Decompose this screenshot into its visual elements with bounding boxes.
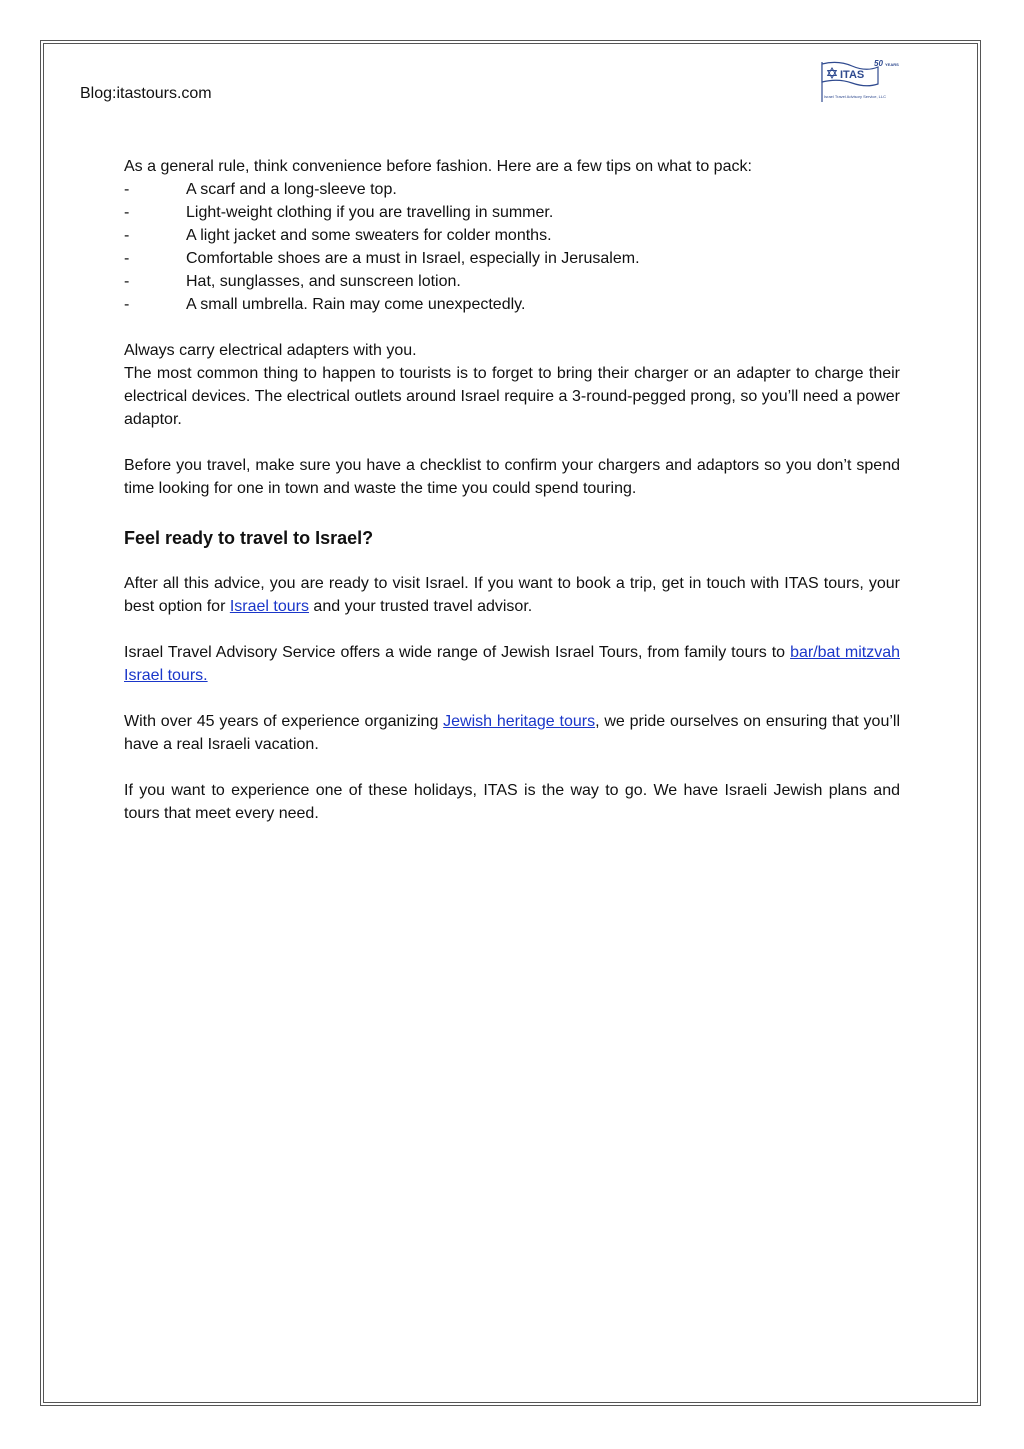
list-item-text: A scarf and a long-sleeve top.: [186, 181, 397, 198]
list-item: [124, 247, 900, 270]
list-dash: -: [124, 250, 130, 267]
holidays-paragraph: If you want to experience one of these holidays, ITAS is the way to go. We have Israeli Jewish plans and tours that meet every need.: [124, 782, 900, 822]
list-item-text: Light-weight clothing if you are travelling in summer.: [186, 204, 554, 221]
itas-text-before: Israel Travel Advisory Service offers a wide range of Jewish Israel Tours, from family tours to: [124, 644, 791, 661]
experience-text-after: , we pride ourselves on ensuring that you’ll have a real Israeli vacation.: [124, 713, 901, 753]
list-item: [124, 224, 900, 247]
list-item-text: A light jacket and some sweaters for colder months.: [186, 227, 552, 244]
list-dash: -: [124, 227, 130, 244]
experience-text-before: With over 45 years of experience organizing: [124, 713, 444, 730]
checklist-paragraph: Before you travel, make sure you have a checklist to confirm your chargers and adaptors so you don’t spend time looking for one in town and waste the time you could spend touring.: [124, 457, 900, 497]
list-dash: -: [124, 204, 130, 221]
list-dash: -: [124, 273, 130, 290]
adapters-paragraph: The most common thing to happen to tourists is to forget to bring their charger or an adapter to charge their electrical devices. The electrical outlets around Israel require a 3-round-pegged prong, so you’ll need a power adaptor.: [124, 365, 900, 428]
book-text-before: After all this advice, you are ready to visit Israel. If you want to book a trip, get in touch with ITAS tours, your best option for: [124, 575, 900, 615]
itas-paragraph: [124, 641, 900, 687]
jewish-heritage-tours-link[interactable]: Jewish heritage tours: [443, 713, 596, 730]
adapters-intro: Always carry electrical adapters with you.: [124, 342, 417, 359]
logo-years-word: YEARS: [885, 62, 899, 67]
logo-tagline: Israel Travel Advisory Service, LLC: [824, 94, 887, 99]
intro-paragraph: As a general rule, think convenience before fashion. Here are a few tips on what to pack:: [124, 158, 752, 175]
list-item: [124, 293, 900, 316]
logo-years-number: 50: [874, 59, 883, 68]
list-item: [124, 201, 900, 224]
experience-paragraph: [124, 710, 900, 756]
itas-logo: [818, 58, 904, 104]
bar-bat-mitzvah-link[interactable]: bar/bat mitzvah Israel tours.: [124, 644, 900, 684]
article-body: [124, 155, 900, 825]
section-heading: Feel ready to travel to Israel?: [124, 528, 374, 548]
list-item: [124, 270, 900, 293]
list-dash: -: [124, 181, 130, 198]
logo-brand: ITAS: [840, 69, 865, 81]
book-text-after: and your trusted travel advisor.: [308, 598, 533, 615]
list-item: [124, 178, 900, 201]
list-dash: -: [124, 296, 130, 313]
israel-tours-link[interactable]: Israel tours: [229, 598, 309, 615]
list-item-text: A small umbrella. Rain may come unexpectedly.: [186, 296, 526, 313]
list-item-text: Hat, sunglasses, and sunscreen lotion.: [186, 273, 461, 290]
book-paragraph: [124, 572, 900, 618]
packing-list: [124, 178, 900, 316]
header-site-name: Blog:itastours.com: [80, 85, 212, 102]
list-item-text: Comfortable shoes are a must in Israel, especially in Jerusalem.: [186, 250, 640, 267]
